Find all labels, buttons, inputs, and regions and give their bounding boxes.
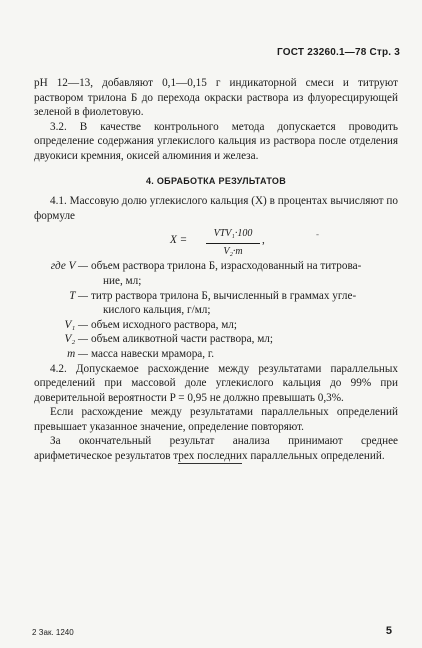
paragraph-final-result: За окончательный результат анализа принимают среднее арифметическое результатов трех последних параллельных определений. (34, 435, 398, 463)
definition-t (34, 289, 398, 318)
paragraph-4-2: 4.2. Допускаемое расхождение между результатами параллельных определений при массовой доле углекислого кальция до 99% при доверительной вероятности P = 0,95 не должно превышать 0,3%. (34, 362, 398, 404)
page-header: ГОСТ 23260.1—78 Стр. 3 (277, 47, 400, 58)
definition-text-cont: ние, мл; (103, 274, 142, 287)
formula (170, 227, 398, 257)
section-title: 4. ОБРАБОТКА РЕЗУЛЬТАТОВ (145, 175, 287, 186)
document-body (34, 76, 398, 464)
formula-fraction (206, 227, 260, 259)
definition-m (34, 347, 398, 362)
definition-text: объем раствора трилона Б, израсходованный на титрова- (91, 260, 362, 273)
section-divider (178, 463, 242, 464)
paragraph-repeat: Если расхождение между результатами параллельных определений превышает указанное значение, определение повторяют. (34, 406, 398, 433)
page-number: 5 (385, 625, 392, 637)
definition-symbol: где V — (50, 260, 88, 273)
definitions-list (34, 259, 398, 361)
definition-text: масса навески мрамора, г. (91, 347, 214, 360)
definition-text: титр раствора трилона Б, вычисленный в граммах угле- (91, 289, 357, 302)
definition-text-cont: кислого кальция, г/мл; (103, 304, 211, 317)
definition-text: объем исходного раствора, мл; (91, 318, 237, 331)
definition-symbol: m — (67, 347, 88, 360)
paragraph-ph-titration: рН 12—13, добавляют 0,1—0,15 г индикаторной смеси и титруют раствором трилона Б до перехода окраски раствора из флуоресцирующей зеленой в фиолетовую. (34, 77, 398, 119)
formula-mark: - (316, 229, 319, 240)
paragraph-3-2: 3.2. В качестве контрольного метода допускается проводить определение содержания углекислого кальция из раствора после отделения двуокиси кремния, окисей алюминия и железа. (34, 120, 398, 162)
definition-symbol: V₁ — (64, 318, 88, 331)
formula-lhs: X = (170, 234, 188, 247)
footer-order-number: 2 Зак. 1240 (32, 628, 74, 637)
formula-comma: , (262, 234, 265, 247)
paragraph-4-1: 4.1. Массовую долю углекислого кальция (X) в процентах вычисляют по формуле (34, 195, 398, 222)
definition-v (34, 259, 398, 288)
definition-symbol: T — (69, 289, 88, 302)
formula-denominator: V₂·m (223, 245, 243, 257)
definition-symbol: V₂ — (64, 333, 88, 346)
formula-numerator: VTV₁·100 (206, 227, 260, 244)
definition-text: объем аликвотной части раствора, мл; (91, 333, 273, 346)
definition-v1 (34, 318, 398, 333)
definition-v2 (34, 332, 398, 347)
